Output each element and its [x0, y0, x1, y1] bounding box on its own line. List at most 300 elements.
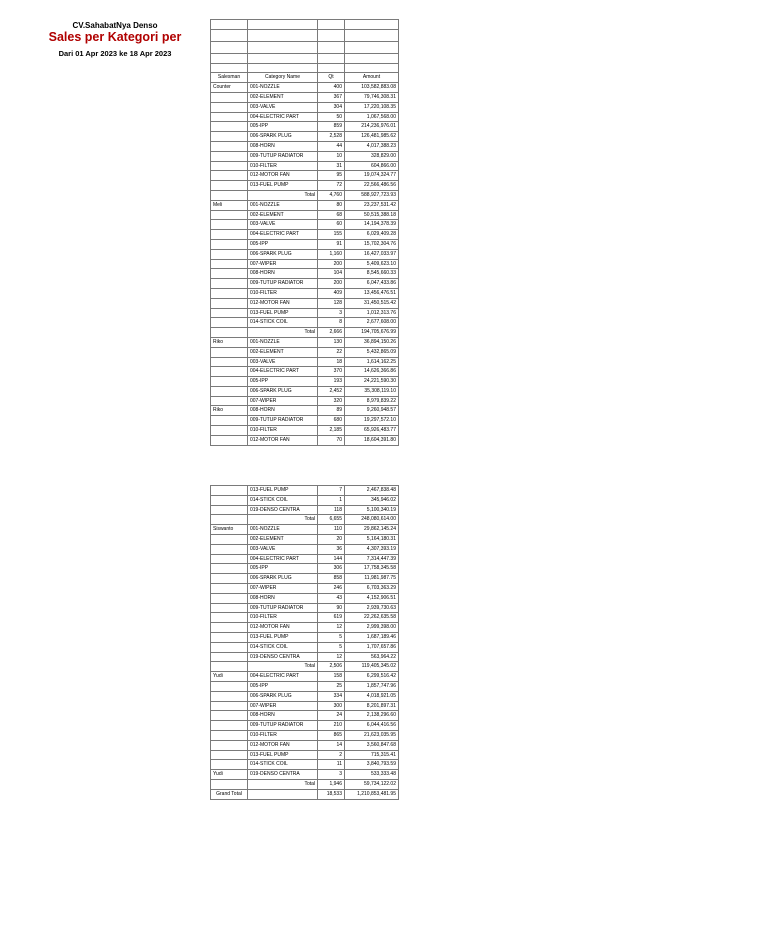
category-cell: 007-WIPER	[248, 701, 318, 711]
category-cell: 014-STICK COIL	[248, 495, 318, 505]
amount-cell: 22,262,635.58	[345, 613, 399, 623]
category-cell: 004-ELECTRIC PART	[248, 230, 318, 240]
amount-cell: 21,623,035.95	[345, 730, 399, 740]
salesman-cell	[211, 613, 248, 623]
qty-cell: 24	[318, 711, 345, 721]
qty-cell: 370	[318, 367, 345, 377]
qty-cell: 8	[318, 318, 345, 328]
table-row	[211, 161, 399, 171]
amount-cell: 2,467,838.48	[345, 486, 399, 496]
salesman-cell	[211, 505, 248, 515]
salesman-cell	[211, 730, 248, 740]
qty-cell: 118	[318, 505, 345, 515]
qty-cell: 210	[318, 721, 345, 731]
category-cell: 008-HORN	[248, 269, 318, 279]
salesman-cell	[211, 593, 248, 603]
table-row	[211, 623, 399, 633]
table-row	[211, 249, 399, 259]
salesman-cell	[211, 416, 248, 426]
category-cell: 009-TUTUP RADIATOR	[248, 721, 318, 731]
salesman-cell	[211, 740, 248, 750]
salesman-cell	[211, 623, 248, 633]
salesman-cell	[211, 269, 248, 279]
category-cell: 013-FUEL PUMP	[248, 308, 318, 318]
table-row	[211, 337, 399, 347]
table-row	[211, 681, 399, 691]
qty-cell: 619	[318, 613, 345, 623]
qty-cell: 304	[318, 102, 345, 112]
qty-cell: 72	[318, 181, 345, 191]
amount-cell: 194,705,676.99	[345, 328, 399, 338]
salesman-cell: Yudi	[211, 770, 248, 780]
qty-cell: 5	[318, 632, 345, 642]
table-row	[211, 220, 399, 230]
qty-cell: 11	[318, 760, 345, 770]
amount-cell: 18,604,391.80	[345, 435, 399, 445]
salesman-cell	[211, 603, 248, 613]
qty-cell: 334	[318, 691, 345, 701]
table-row	[211, 760, 399, 770]
amount-cell: 248,080,614.00	[345, 515, 399, 525]
category-cell: 010-FILTER	[248, 730, 318, 740]
amount-cell: 36,894,150.26	[345, 337, 399, 347]
amount-cell: 1,067,568.00	[345, 112, 399, 122]
table-row	[211, 200, 399, 210]
category-cell: 013-FUEL PUMP	[248, 632, 318, 642]
salesman-cell	[211, 760, 248, 770]
category-cell: 003-VALVE	[248, 357, 318, 367]
amount-cell: 23,237,531.42	[345, 200, 399, 210]
category-cell: 009-TUTUP RADIATOR	[248, 279, 318, 289]
salesman-cell	[211, 298, 248, 308]
qty-cell: 68	[318, 210, 345, 220]
category-cell: 019-DENSO CENTRA	[248, 770, 318, 780]
category-cell: 006-SPARK PLUG	[248, 386, 318, 396]
salesman-cell	[211, 632, 248, 642]
category-cell: 012-MOTOR FAN	[248, 623, 318, 633]
total-label: Total	[248, 779, 318, 789]
salesman-cell	[211, 367, 248, 377]
qty-cell: 80	[318, 200, 345, 210]
blank-row	[211, 29, 399, 41]
table-row	[211, 347, 399, 357]
table-row	[211, 377, 399, 387]
blank-row	[211, 20, 399, 30]
amount-cell: 65,926,483.77	[345, 426, 399, 436]
amount-cell: 2,999,398.00	[345, 623, 399, 633]
qty-cell: 858	[318, 574, 345, 584]
amount-cell: 1,614,162.25	[345, 357, 399, 367]
table-row	[211, 396, 399, 406]
qty-cell: 20	[318, 534, 345, 544]
qty-cell: 400	[318, 83, 345, 93]
salesman-cell	[211, 750, 248, 760]
qty-cell: 128	[318, 298, 345, 308]
table-row	[211, 554, 399, 564]
salesman-cell	[211, 210, 248, 220]
amount-cell: 5,432,865.09	[345, 347, 399, 357]
category-cell: 013-FUEL PUMP	[248, 486, 318, 496]
table-row	[211, 564, 399, 574]
table-row	[211, 426, 399, 436]
salesman-cell	[211, 435, 248, 445]
amount-cell: 29,862,145.24	[345, 525, 399, 535]
category-cell: 006-SPARK PLUG	[248, 249, 318, 259]
category-cell: 005-IPP	[248, 122, 318, 132]
qty-cell: 50	[318, 112, 345, 122]
salesman-cell	[211, 386, 248, 396]
salesman-cell	[211, 426, 248, 436]
salesman-cell	[211, 308, 248, 318]
salesman-cell	[211, 701, 248, 711]
amount-cell: 345,946.02	[345, 495, 399, 505]
table-row	[211, 603, 399, 613]
salesman-cell	[211, 151, 248, 161]
category-cell: 012-MOTOR FAN	[248, 298, 318, 308]
amount-cell: 1,012,313.76	[345, 308, 399, 318]
table-row	[211, 298, 399, 308]
amount-cell: 103,582,883.08	[345, 83, 399, 93]
amount-cell: 17,758,345.58	[345, 564, 399, 574]
table-row	[211, 357, 399, 367]
table-row	[211, 574, 399, 584]
amount-cell: 1,857,747.96	[345, 681, 399, 691]
salesman-cell	[211, 141, 248, 151]
salesman-cell	[211, 652, 248, 662]
col-header-amount: Amount	[345, 73, 399, 83]
salesman-cell	[211, 515, 248, 525]
qty-cell: 7	[318, 486, 345, 496]
qty-cell: 36	[318, 544, 345, 554]
table-row	[211, 406, 399, 416]
salesman-cell	[211, 230, 248, 240]
qty-cell: 90	[318, 603, 345, 613]
qty-cell: 158	[318, 672, 345, 682]
amount-cell: 1,707,657.86	[345, 642, 399, 652]
category-cell: 004-ELECTRIC PART	[248, 367, 318, 377]
category-cell: 014-STICK COIL	[248, 760, 318, 770]
table-row	[211, 613, 399, 623]
category-cell: 010-FILTER	[248, 161, 318, 171]
table-row	[211, 632, 399, 642]
table-row	[211, 770, 399, 780]
amount-cell: 604,866.00	[345, 161, 399, 171]
category-cell: 001-NOZZLE	[248, 83, 318, 93]
qty-cell: 6,655	[318, 515, 345, 525]
salesman-cell	[211, 357, 248, 367]
table-row	[211, 318, 399, 328]
amount-cell: 50,515,388.18	[345, 210, 399, 220]
qty-cell: 12	[318, 652, 345, 662]
total-row	[211, 190, 399, 200]
qty-cell: 367	[318, 92, 345, 102]
amount-cell: 16,427,033.97	[345, 249, 399, 259]
category-cell: 012-MOTOR FAN	[248, 171, 318, 181]
salesman-cell: Siswanto	[211, 525, 248, 535]
amount-cell: 3,560,847.68	[345, 740, 399, 750]
amount-cell: 2,677,608.00	[345, 318, 399, 328]
total-row	[211, 328, 399, 338]
category-cell: 008-HORN	[248, 593, 318, 603]
table-row	[211, 279, 399, 289]
amount-cell: 35,308,119.10	[345, 386, 399, 396]
qty-cell: 144	[318, 554, 345, 564]
table-row	[211, 652, 399, 662]
qty-cell: 1,160	[318, 249, 345, 259]
qty-cell: 3	[318, 308, 345, 318]
total-label: Total	[248, 515, 318, 525]
salesman-cell	[211, 779, 248, 789]
table-row	[211, 583, 399, 593]
amount-cell: 328,829.00	[345, 151, 399, 161]
salesman-cell	[211, 132, 248, 142]
qty-cell: 320	[318, 396, 345, 406]
salesman-cell	[211, 161, 248, 171]
qty-cell: 18	[318, 357, 345, 367]
amount-cell: 8,201,897.31	[345, 701, 399, 711]
amount-cell: 1,210,853,481.95	[345, 789, 399, 799]
qty-cell: 12	[318, 623, 345, 633]
salesman-cell	[211, 171, 248, 181]
table-row	[211, 367, 399, 377]
qty-cell: 409	[318, 288, 345, 298]
qty-cell: 89	[318, 406, 345, 416]
table-row	[211, 691, 399, 701]
amount-cell: 15,702,304.76	[345, 239, 399, 249]
qty-cell: 200	[318, 259, 345, 269]
table-row	[211, 386, 399, 396]
amount-cell: 563,964.22	[345, 652, 399, 662]
table-row	[211, 181, 399, 191]
table-row	[211, 505, 399, 515]
column-header-row	[211, 73, 399, 83]
table-row	[211, 259, 399, 269]
qty-cell: 2	[318, 750, 345, 760]
table-row	[211, 239, 399, 249]
salesman-cell	[211, 181, 248, 191]
category-cell: 005-IPP	[248, 377, 318, 387]
qty-cell: 2,185	[318, 426, 345, 436]
salesman-cell: Meli	[211, 200, 248, 210]
amount-cell: 6,047,433.86	[345, 279, 399, 289]
category-cell: 007-WIPER	[248, 396, 318, 406]
grand-total-row	[211, 789, 399, 799]
qty-cell: 2,506	[318, 662, 345, 672]
table-row	[211, 416, 399, 426]
amount-cell: 17,220,108.35	[345, 102, 399, 112]
blank-row	[211, 63, 399, 73]
category-cell: 009-TUTUP RADIATOR	[248, 603, 318, 613]
table-row	[211, 525, 399, 535]
category-cell: 003-VALVE	[248, 544, 318, 554]
salesman-cell	[211, 259, 248, 269]
category-cell: 006-SPARK PLUG	[248, 691, 318, 701]
amount-cell: 6,044,416.56	[345, 721, 399, 731]
table-row	[211, 132, 399, 142]
salesman-cell	[211, 92, 248, 102]
category-cell: 007-WIPER	[248, 583, 318, 593]
salesman-cell	[211, 190, 248, 200]
table-row	[211, 141, 399, 151]
amount-cell: 4,152,906.51	[345, 593, 399, 603]
grand-total-label: Grand Total	[211, 789, 248, 799]
qty-cell: 70	[318, 435, 345, 445]
salesman-cell: Yudi	[211, 672, 248, 682]
category-cell: 002-ELEMENT	[248, 347, 318, 357]
amount-cell: 2,138,296.60	[345, 711, 399, 721]
salesman-cell	[211, 396, 248, 406]
category-cell: 004-ELECTRIC PART	[248, 554, 318, 564]
salesman-cell	[211, 249, 248, 259]
amount-cell: 588,927,723.93	[345, 190, 399, 200]
qty-cell: 300	[318, 701, 345, 711]
col-header-salesman: Salesman	[211, 73, 248, 83]
salesman-cell	[211, 534, 248, 544]
category-cell: 014-STICK COIL	[248, 318, 318, 328]
qty-cell: 14	[318, 740, 345, 750]
total-label: Total	[248, 190, 318, 200]
amount-cell: 1,687,189.46	[345, 632, 399, 642]
salesman-cell	[211, 681, 248, 691]
table-row	[211, 750, 399, 760]
qty-cell: 110	[318, 525, 345, 535]
sales-table-page-1	[210, 19, 399, 446]
qty-cell: 859	[318, 122, 345, 132]
table-row	[211, 435, 399, 445]
table-row	[211, 495, 399, 505]
salesman-cell	[211, 328, 248, 338]
category-cell: 019-DENSO CENTRA	[248, 652, 318, 662]
table-row	[211, 92, 399, 102]
report-period: Dari 01 Apr 2023 ke 18 Apr 2023	[58, 49, 172, 58]
qty-cell: 91	[318, 239, 345, 249]
category-cell: 006-SPARK PLUG	[248, 132, 318, 142]
amount-cell: 31,450,515.42	[345, 298, 399, 308]
table-row	[211, 711, 399, 721]
table-row	[211, 672, 399, 682]
qty-cell: 43	[318, 593, 345, 603]
amount-cell: 5,409,623.10	[345, 259, 399, 269]
amount-cell: 5,100,340.19	[345, 505, 399, 515]
table-row	[211, 230, 399, 240]
col-header-qty: Qt	[318, 73, 345, 83]
amount-cell: 14,626,366.86	[345, 367, 399, 377]
qty-cell: 155	[318, 230, 345, 240]
qty-cell: 680	[318, 416, 345, 426]
salesman-cell	[211, 102, 248, 112]
amount-cell: 715,315.41	[345, 750, 399, 760]
salesman-cell	[211, 662, 248, 672]
total-label: Total	[248, 662, 318, 672]
category-cell: 007-WIPER	[248, 259, 318, 269]
amount-cell: 6,703,363.29	[345, 583, 399, 593]
salesman-cell	[211, 122, 248, 132]
category-cell: 002-ELEMENT	[248, 92, 318, 102]
amount-cell: 126,481,985.62	[345, 132, 399, 142]
qty-cell: 25	[318, 681, 345, 691]
qty-cell: 22	[318, 347, 345, 357]
table-row	[211, 308, 399, 318]
category-cell: 001-NOZZLE	[248, 337, 318, 347]
salesman-cell	[211, 279, 248, 289]
table-row	[211, 171, 399, 181]
salesman-cell	[211, 112, 248, 122]
category-cell: 003-VALVE	[248, 102, 318, 112]
amount-cell: 13,456,476.51	[345, 288, 399, 298]
table-row	[211, 486, 399, 496]
amount-cell: 4,018,921.05	[345, 691, 399, 701]
category-cell: 014-STICK COIL	[248, 642, 318, 652]
qty-cell: 193	[318, 377, 345, 387]
table-row	[211, 642, 399, 652]
category-cell: 013-FUEL PUMP	[248, 750, 318, 760]
category-cell: 010-FILTER	[248, 613, 318, 623]
category-cell: 008-HORN	[248, 406, 318, 416]
table-row	[211, 730, 399, 740]
salesman-cell	[211, 377, 248, 387]
amount-cell: 4,017,388.23	[345, 141, 399, 151]
amount-cell: 19,074,324.77	[345, 171, 399, 181]
category-cell	[248, 789, 318, 799]
category-cell: 012-MOTOR FAN	[248, 435, 318, 445]
table-row	[211, 112, 399, 122]
salesman-cell	[211, 642, 248, 652]
category-cell: 019-DENSO CENTRA	[248, 505, 318, 515]
table-row	[211, 544, 399, 554]
salesman-cell: Riko	[211, 337, 248, 347]
salesman-cell	[211, 711, 248, 721]
salesman-cell	[211, 220, 248, 230]
salesman-cell	[211, 564, 248, 574]
total-row	[211, 515, 399, 525]
category-cell: 004-ELECTRIC PART	[248, 112, 318, 122]
col-header-category: Category Name	[248, 73, 318, 83]
amount-cell: 22,566,486.56	[345, 181, 399, 191]
table-row	[211, 269, 399, 279]
qty-cell: 60	[318, 220, 345, 230]
qty-cell: 865	[318, 730, 345, 740]
category-cell: 008-HORN	[248, 141, 318, 151]
category-cell: 008-HORN	[248, 711, 318, 721]
amount-cell: 2,939,730.63	[345, 603, 399, 613]
sales-table-page-2	[210, 485, 399, 800]
qty-cell: 4,760	[318, 190, 345, 200]
salesman-cell	[211, 691, 248, 701]
table-row	[211, 721, 399, 731]
amount-cell: 9,260,948.57	[345, 406, 399, 416]
category-cell: 003-VALVE	[248, 220, 318, 230]
amount-cell: 24,221,590.30	[345, 377, 399, 387]
amount-cell: 214,236,976.01	[345, 122, 399, 132]
total-label: Total	[248, 328, 318, 338]
table-row	[211, 210, 399, 220]
table-row	[211, 288, 399, 298]
salesman-cell	[211, 544, 248, 554]
category-cell: 001-NOZZLE	[248, 200, 318, 210]
amount-cell: 5,164,180.31	[345, 534, 399, 544]
qty-cell: 10	[318, 151, 345, 161]
salesman-cell	[211, 239, 248, 249]
qty-cell: 1,946	[318, 779, 345, 789]
category-cell: 010-FILTER	[248, 426, 318, 436]
category-cell: 013-FUEL PUMP	[248, 181, 318, 191]
amount-cell: 19,297,572.10	[345, 416, 399, 426]
qty-cell: 1	[318, 495, 345, 505]
category-cell: 002-ELEMENT	[248, 210, 318, 220]
amount-cell: 79,746,308.31	[345, 92, 399, 102]
amount-cell: 8,979,839.22	[345, 396, 399, 406]
category-cell: 005-IPP	[248, 564, 318, 574]
